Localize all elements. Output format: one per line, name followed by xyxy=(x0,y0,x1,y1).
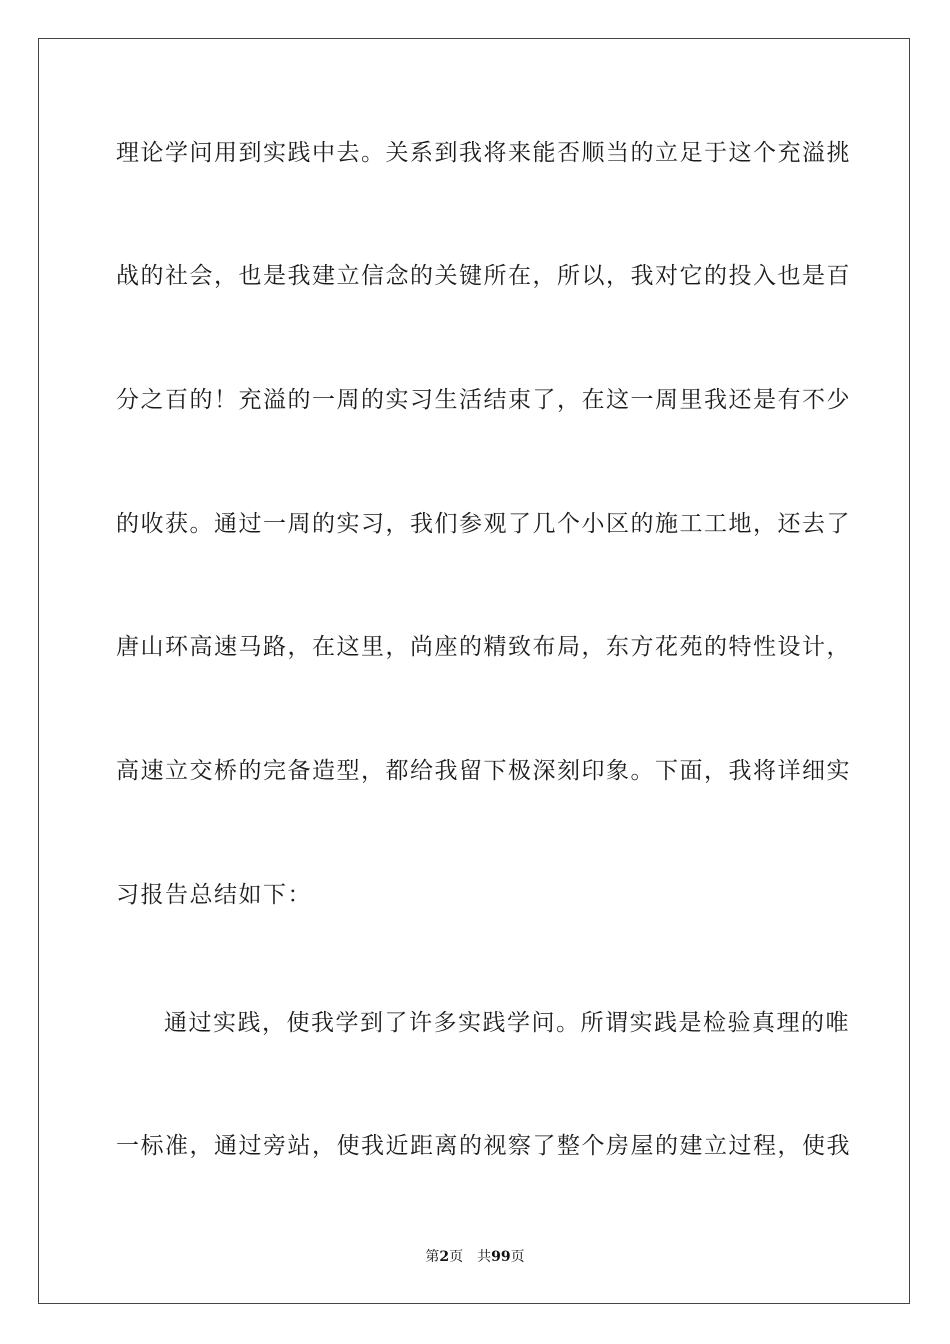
text-line-6: 高速立交桥的完备造型，都给我留下极深刻印象。下面，我将详细实 xyxy=(116,758,851,784)
page-footer xyxy=(0,1248,950,1266)
total-prefix: 共 xyxy=(477,1249,492,1265)
text-line-1: 理论学问用到实践中去。关系到我将来能否顺当的立足于这个充溢挑 xyxy=(116,140,851,166)
text-line-8-paragraph-start: 通过实践，使我学到了许多实践学问。所谓实践是检验真理的唯 xyxy=(164,1010,850,1036)
total-pages: 99 xyxy=(491,1249,511,1265)
text-line-5: 唐山环高速马路，在这里，尚座的精致布局，东方花苑的特性设计， xyxy=(116,634,851,660)
page-suffix: 页 xyxy=(449,1249,464,1265)
text-line-3: 分之百的！充溢的一周的实习生活结束了，在这一周里我还是有不少 xyxy=(116,387,851,413)
text-line-9: 一标准，通过旁站，使我近距离的视察了整个房屋的建立过程，使我 xyxy=(116,1133,851,1159)
text-line-4: 的收获。通过一周的实习，我们参观了几个小区的施工工地，还去了 xyxy=(116,511,851,537)
page-frame xyxy=(38,38,910,1304)
text-line-7: 习报告总结如下： xyxy=(116,882,312,908)
total-suffix: 页 xyxy=(510,1249,525,1265)
text-line-2: 战的社会，也是我建立信念的关键所在，所以，我对它的投入也是百 xyxy=(116,263,851,289)
page-number: 2 xyxy=(439,1249,450,1265)
page-prefix: 第 xyxy=(425,1249,440,1265)
